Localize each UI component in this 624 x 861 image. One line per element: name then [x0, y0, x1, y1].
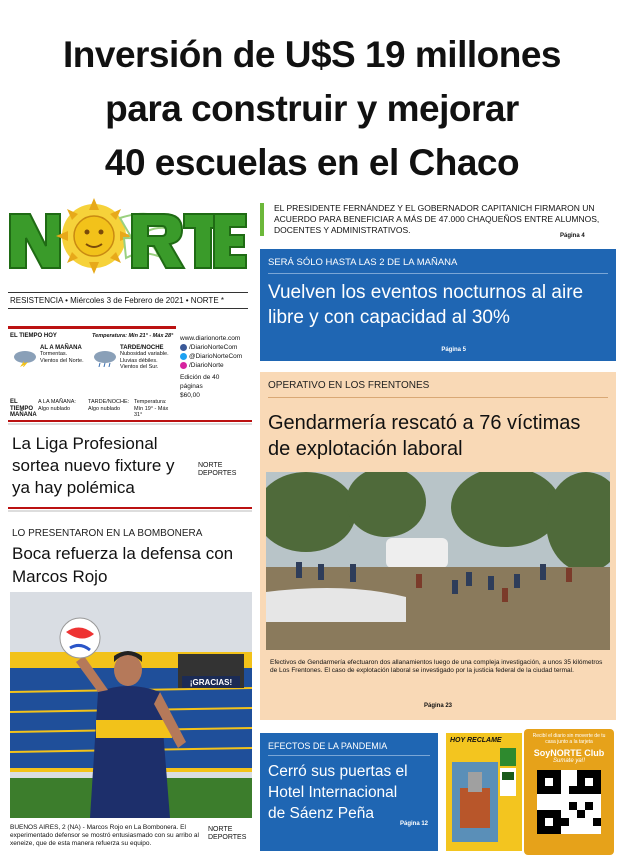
nocturnos-kicker: SERÁ SÓLO HASTA LAS 2 DE LA MAÑANA: [268, 257, 608, 274]
qr-code-icon[interactable]: [537, 770, 601, 834]
twitter-row[interactable]: [180, 352, 252, 361]
reclame-title: HOY RECLAME: [450, 737, 502, 744]
pandemia-box[interactable]: [260, 733, 438, 851]
price: $60,00: [180, 392, 200, 399]
web-info: [180, 334, 252, 400]
section-divider: [8, 420, 252, 425]
reclame-box[interactable]: [446, 733, 522, 851]
gendarmeria-caption: Efectivos de Gendarmería efectuaron dos allanamientos luego de una compleja investigación, a unos 35 kilómetros de Los Frentones. El caso de explotación laboral se investigado por la justicia federal de la ciudad termal.: [270, 659, 603, 674]
boca-section-label: [208, 826, 246, 842]
boca-caption: BUENOS AIRES, 2 (NA) - Marcos Rojo en La Bombonera. El experimentado defensor se mostró entusiasmado con su arribo al xeneize, que de esta manera refuerza su equipo.: [10, 824, 199, 847]
facebook-row[interactable]: [180, 343, 252, 352]
section-subname: DEPORTES: [208, 834, 247, 841]
section-divider: [8, 507, 252, 512]
gendarmeria-headline: Gendarmería rescató a 76 víctimas de explotación laboral: [268, 412, 581, 460]
liga-headline[interactable]: La Liga Profesional sortea nuevo fixture y ya hay polémica: [12, 434, 175, 497]
soynorte-promo[interactable]: [524, 729, 614, 855]
section-subname: DEPORTES: [198, 470, 237, 477]
weather-box: [8, 326, 176, 418]
section-name: NORTE: [198, 462, 223, 469]
soynorte-tagline: Sumate ya!!: [552, 758, 585, 764]
rescue-scene-image: [266, 472, 610, 650]
storm-cloud-icon: [12, 349, 38, 367]
liga-section-label: [198, 462, 236, 478]
rojo-photo-image: [10, 592, 252, 818]
lead-page-ref[interactable]: Página 4: [560, 233, 585, 239]
gendarmeria-box[interactable]: [260, 372, 616, 720]
reclame-product-image: [450, 748, 518, 844]
dateline: RESISTENCIA • Miércoles 3 de Febrero de 2021 • NORTE *: [8, 292, 248, 309]
nocturnos-page-ref[interactable]: Página 5: [441, 347, 466, 353]
section-name: NORTE: [208, 826, 233, 833]
pandemia-kicker: EFECTOS DE LA PANDEMIA: [268, 741, 430, 756]
newspaper-logo: [8, 198, 248, 280]
website-link[interactable]: www.diarionorte.com: [180, 335, 241, 342]
facebook-handle: /DiarioNorteCom: [189, 344, 238, 351]
nocturnos-headline: Vuelven los eventos nocturnos al aire libre y con capacidad al 30%: [268, 282, 584, 328]
soynorte-brand: SoyNORTE Club: [533, 748, 605, 758]
rain-cloud-icon: [92, 349, 118, 367]
nocturnos-box[interactable]: [260, 249, 616, 361]
gendarmeria-kicker: OPERATIVO EN LOS FRENTONES: [268, 380, 608, 398]
stadium-sign: ¡GRACIAS!: [189, 678, 233, 687]
weather-afternoon-text: Nubosidad variable. Lluvias débiles. Vientos del Sur.: [120, 351, 169, 370]
headline-line-1: Inversión de U$S 19 millones: [62, 34, 562, 75]
weather-tomorrow-temps: Temperatura: Mín 19° - Máx 31°: [134, 399, 169, 418]
instagram-row[interactable]: [180, 361, 252, 370]
weather-tomorrow-morning: A LA MAÑANA: Algo nublado: [38, 399, 76, 412]
gendarmeria-photo[interactable]: [266, 472, 610, 650]
lead-paragraph[interactable]: EL PRESIDENTE FERNÁNDEZ Y EL GOBERNADOR CAPITANICH FIRMARON UN ACUERDO PARA BENEFICIAR A MÁS DE 47.000 CHAQUEÑOS ENTRE ALUMNOS, DOCENTES Y ADMINISTRATIVOS.: [260, 203, 604, 236]
headline-line-3: 40 escuelas en el Chaco: [104, 142, 520, 183]
soynorte-text: Recibí el diario sin moverte de tu casa junto a la tarjeta: [532, 733, 606, 745]
weather-title: EL TIEMPO HOY: [10, 333, 57, 339]
facebook-icon: [180, 344, 187, 351]
norte-logo-icon: [8, 198, 248, 280]
weather-tomorrow-label: EL TIEMPO MAÑANA: [10, 399, 37, 418]
headline-line-2: para construir y mejorar: [105, 88, 519, 129]
gendarmeria-page-ref[interactable]: Página 23: [424, 703, 453, 709]
pandemia-page-ref[interactable]: Página 12: [400, 821, 429, 827]
instagram-icon: [180, 362, 187, 369]
instagram-handle: /DiarioNorte: [189, 362, 224, 369]
pandemia-headline: Cerró sus puertas el Hotel Internacional de Sáenz Peña: [268, 763, 408, 822]
main-headline: [0, 28, 624, 190]
boca-kicker: LO PRESENTARON EN LA BOMBONERA: [12, 528, 203, 539]
edition-info: Edición de 40 páginas: [180, 374, 220, 390]
twitter-icon: [180, 353, 187, 360]
boca-photo[interactable]: [10, 592, 252, 818]
weather-morning-label: AL A MAÑANA: [40, 345, 82, 351]
weather-temps: Temperatura: Mín 21° - Máx 28°: [92, 333, 174, 339]
boca-headline[interactable]: Boca refuerza la defensa con Marcos Rojo: [12, 544, 234, 586]
weather-afternoon-label: TARDE/NOCHE: [120, 345, 164, 351]
weather-morning-text: Tormentas. Vientos del Norte.: [40, 351, 84, 364]
twitter-handle: @DiarioNorteCom: [189, 353, 243, 360]
weather-tomorrow-afternoon: TARDE/NOCHE: Algo nublado: [88, 399, 130, 412]
